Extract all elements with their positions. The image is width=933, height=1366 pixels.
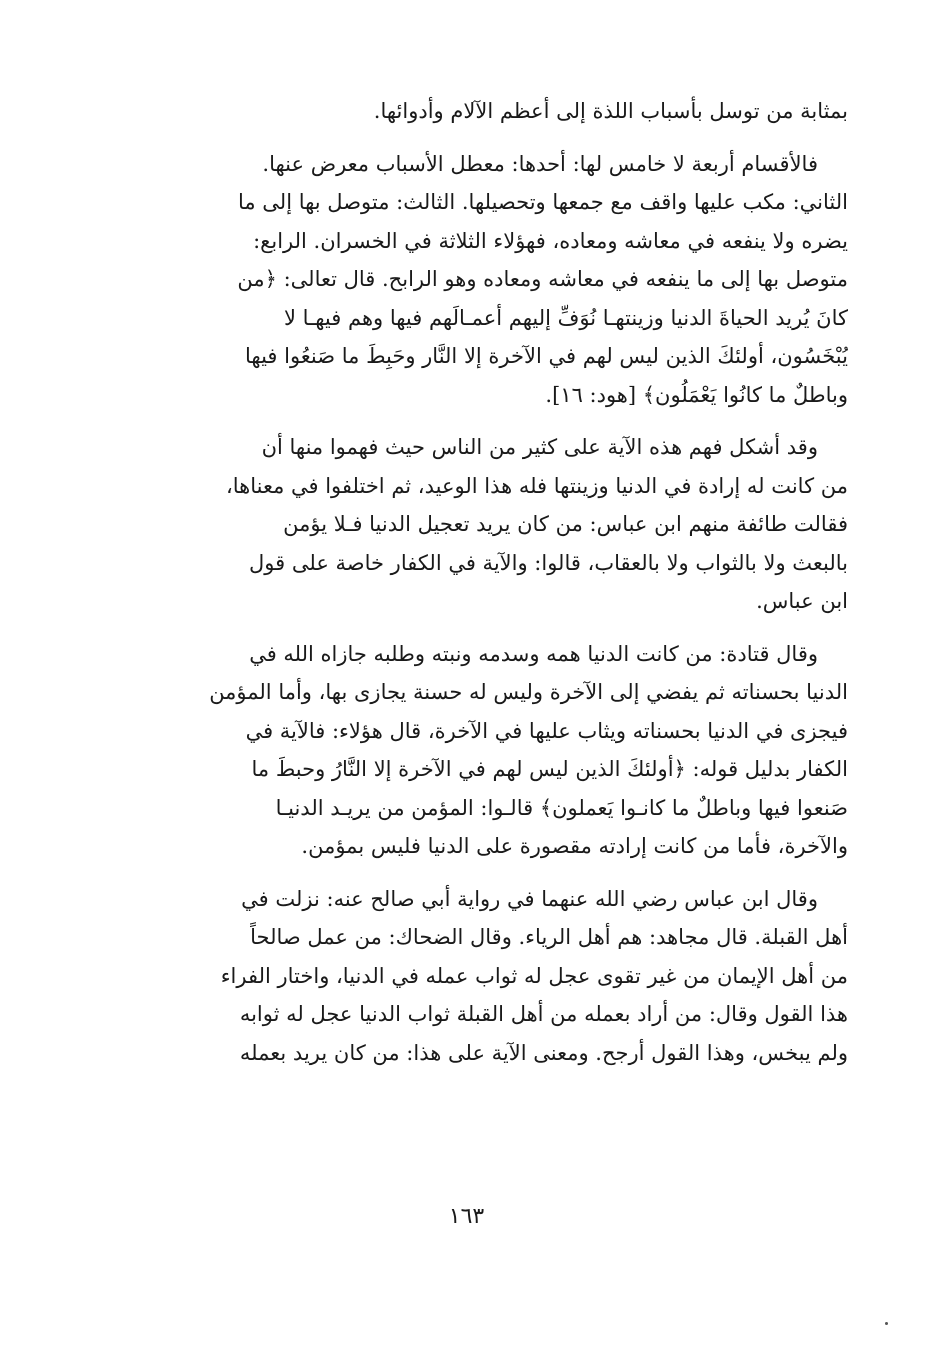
text-line: من أهل الإيمان من غير تقوى عجل له ثواب عمله في الدنيا، واختار الفراء	[220, 963, 848, 988]
text-line: فقالت طائفة منهم ابن عباس: من كان يريد تعجيل الدنيا فـلا يؤمن	[283, 512, 848, 536]
text-line: ابن عباس.	[756, 589, 848, 613]
text-line: يُبْخَسُون، أولئكَ الذين ليس لهم في الآخرة إلا النَّار وحَبِطَ ما صَنعُوا فيها	[244, 344, 848, 368]
paragraph-2	[150, 145, 848, 415]
paragraph-5	[150, 880, 848, 1073]
text-line: ولم يبخس، وهذا القول أرجح. ومعنى الآية على هذا: من كان يريد بعمله	[239, 1040, 848, 1065]
text-line: يضره ولا ينفعه في معاشه ومعاده، فهؤلاء الثلاثة في الخسران. الرابع:	[253, 228, 848, 253]
text-line: فالأقسام أربعة لا خامس لها: أحدها: معطل الأسباب معرض عنها.	[262, 151, 818, 176]
text-line: وقد أشكل فهم هذه الآية على كثير من الناس حيث فهموا منها أن	[261, 435, 818, 459]
text-line: صَنعوا فيها وباطلٌ ما كانـوا يَعملون﴾ قالـوا: المؤمن من يريـد الدنيـا	[275, 795, 848, 820]
paragraph-1	[150, 92, 848, 131]
text-line: والآخرة، فأما من كانت إرادته مقصورة على الدنيا فليس بمؤمن.	[301, 834, 848, 858]
scan-speck	[885, 1322, 888, 1325]
text-line: من كانت له إرادة في الدنيا وزينتها فله هذا الوعيد، ثم اختلفوا في معناها،	[225, 473, 848, 498]
text-line: الثاني: مكب عليها واقف مع جمعها وتحصيلها. الثالث: متوصل بها إلى ما	[237, 190, 848, 214]
text-line: أهل القبلة. قال مجاهد: هم أهل الرياء. وقال الضحاك: من عمل صالحاً	[250, 925, 848, 949]
text-line: بمثابة من توسل بأسباب اللذة إلى أعظم الآلام وأدوائها.	[373, 99, 848, 123]
text-line: الكفار بدليل قوله: ﴿أولئكَ الذين ليس لهم في الآخرة إلا النَّارُ وحبطَ ما	[251, 757, 848, 781]
text-line: وقال قتادة: من كانت الدنيا همه وسدمه ونبته وطلبه جازاه الله في	[249, 641, 818, 666]
page-number: ١٦٣	[448, 1204, 485, 1229]
paragraph-3	[150, 428, 848, 621]
text-line: متوصل بها إلى ما ينفعه في معاشه ومعاده وهو الرابح. قال تعالى: ﴿من	[237, 267, 848, 291]
paragraph-4	[150, 635, 848, 866]
text-line: هذا القول وقال: من أراد بعمله من أهل القبلة ثواب الدنيا عجل له ثوابه	[239, 1002, 848, 1026]
text-line: كانَ يُريد الحياةَ الدنيا وزينتهـا نُوَفِّ إليهم أعمـالَهم فيها وهم فيهـا لا	[284, 305, 848, 330]
text-line: الدنيا بحسناته ثم يفضي إلى الآخرة وليس له حسنة يجازى بها، وأما المؤمن	[209, 680, 848, 704]
text-line: وباطلٌ ما كانُوا يَعْمَلُون﴾ [هود: ١٦].	[545, 382, 848, 407]
text-line: بالبعث ولا بالثواب ولا بالعقاب، قالوا: والآية في الكفار خاصة على قول	[249, 550, 848, 575]
text-line: وقال ابن عباس رضي الله عنهما في رواية أبي صالح عنه: نزلت في	[241, 886, 818, 911]
text-line: فيجزى في الدنيا بحسناته ويثاب عليها في الآخرة، قال هؤلاء: فالآية في	[245, 718, 848, 743]
page-body	[150, 92, 848, 1086]
